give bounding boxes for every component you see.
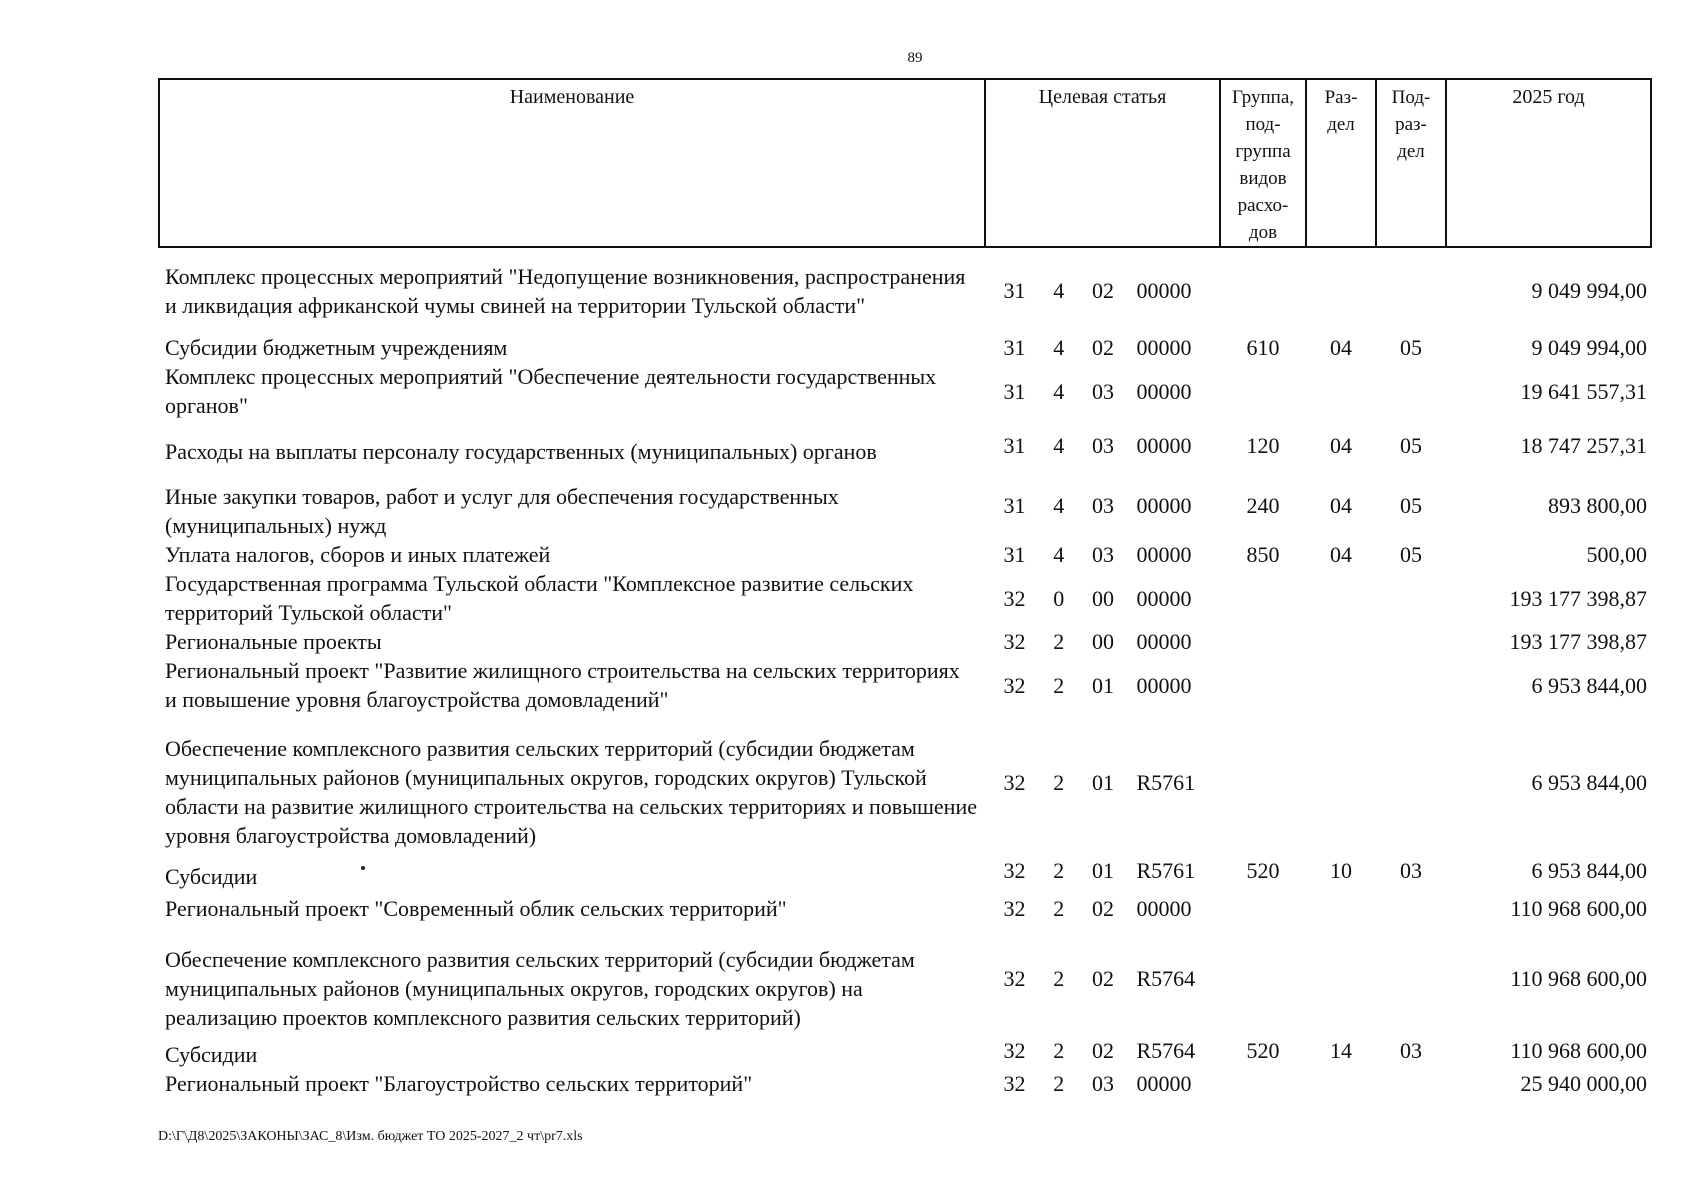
code-program: 31 [1003,335,1026,360]
row-subsection [1376,362,1446,420]
code-direction: R5764 [1136,1038,1196,1063]
row-subsection [1376,627,1446,656]
row-name: Региональные проекты [165,629,382,654]
row-subsection: 05 [1400,492,1422,518]
row-expense-group [1220,1069,1306,1098]
code-subprogram: 00 [1091,629,1114,654]
row-expense-group [1220,569,1306,627]
code-subprogram: 01 [1091,858,1114,883]
row-name: Субсидии бюджетным учреждениям [165,335,508,360]
row-name: Обеспечение комплексного развития сельских территорий (субсидии бюджетам муниципальных районов (муниципальных округов, городских округов) на реализацию проектов комплексного развития сельских территорий) [165,947,915,1030]
row-target-article [985,540,1220,569]
table-row [159,362,1651,420]
code-type: 4 [1053,335,1065,360]
table-row [159,420,1651,470]
code-direction: 00000 [1136,1071,1192,1096]
table-row [159,247,1651,333]
row-section: 04 [1330,542,1352,567]
code-program: 32 [1003,629,1026,654]
row-name: Государственная программа Тульской области "Комплексное развитие сельских территорий Тульской области" [165,571,914,625]
code-subprogram: 02 [1091,1038,1114,1063]
code-program: 32 [1003,895,1026,921]
table-row [159,470,1651,540]
code-subprogram: 01 [1091,672,1114,698]
row-expense-group [1220,247,1306,333]
budget-table [158,78,1652,1098]
row-target-article [985,925,1220,1032]
row-section [1306,362,1376,420]
code-type: 2 [1053,672,1065,698]
row-name: Расходы на выплаты персоналу государственных (муниципальных) органов [165,438,877,464]
row-target-article [985,470,1220,540]
row-amount: 9 049 994,00 [1531,335,1647,360]
row-section [1306,891,1376,925]
row-amount: 18 747 257,31 [1520,432,1647,458]
code-type: 2 [1053,858,1065,883]
row-section [1306,714,1376,850]
code-subprogram: 03 [1091,492,1114,518]
code-direction: 00000 [1136,278,1192,303]
row-subsection: 03 [1400,1038,1422,1063]
table-row [159,333,1651,362]
code-type: 4 [1053,278,1065,303]
code-subprogram: 00 [1091,585,1114,611]
header-subsection: Под- раз- дел [1376,79,1446,247]
row-expense-group [1220,627,1306,656]
row-amount: 500,00 [1586,542,1647,567]
row-target-article [985,420,1220,470]
row-subsection [1376,656,1446,714]
code-direction: 00000 [1136,335,1192,360]
row-amount: 9 049 994,00 [1531,278,1647,303]
code-type: 2 [1053,1038,1065,1063]
code-direction: 00000 [1136,542,1192,567]
code-program: 31 [1003,492,1026,518]
code-program: 32 [1003,1038,1026,1063]
row-target-article [985,1032,1220,1069]
row-expense-group: 520 [1246,1038,1280,1063]
code-type: 4 [1053,432,1065,458]
table-row [159,1069,1651,1098]
row-target-article [985,333,1220,362]
header-target-article: Целевая статья [985,79,1220,247]
code-direction: R5761 [1136,769,1196,795]
code-program: 32 [1003,769,1026,795]
stray-dot [361,866,365,870]
row-name: Региональный проект "Развитие жилищного строительства на сельских территориях и повышение уровня благоустройства домовладений" [165,658,960,712]
row-subsection [1376,247,1446,333]
code-subprogram: 03 [1091,542,1114,567]
row-target-article [985,569,1220,627]
row-name: Региональный проект "Современный облик сельских территорий" [165,895,787,921]
code-program: 32 [1003,966,1026,991]
row-subsection: 03 [1400,858,1422,883]
row-subsection [1376,1069,1446,1098]
code-type: 2 [1053,966,1065,991]
code-program: 32 [1003,672,1026,698]
page-number: 89 [907,50,923,66]
code-type: 2 [1053,629,1065,654]
code-subprogram: 02 [1091,895,1114,921]
code-program: 31 [1003,378,1026,404]
row-section: 14 [1330,1038,1352,1063]
code-type: 4 [1053,542,1065,567]
code-direction: 00000 [1136,629,1192,654]
code-program: 32 [1003,1071,1026,1096]
row-subsection [1376,569,1446,627]
row-expense-group [1220,925,1306,1032]
code-type: 0 [1053,585,1065,611]
code-direction: R5761 [1136,858,1196,883]
row-amount: 110 968 600,00 [1510,1038,1647,1063]
code-direction: 00000 [1136,585,1192,611]
row-subsection: 05 [1400,542,1422,567]
row-expense-group: 120 [1246,432,1280,458]
row-expense-group: 610 [1246,335,1280,360]
row-subsection: 05 [1400,432,1422,458]
row-target-article [985,1069,1220,1098]
row-amount: 193 177 398,87 [1509,585,1647,611]
row-section [1306,656,1376,714]
code-subprogram: 02 [1091,278,1114,303]
row-name: Обеспечение комплексного развития сельских территорий (субсидии бюджетам муниципальных районов (муниципальных округов, городских округов) Тульской области на развитие жилищного строительства на сельских территориях и повышение уровня благоустройства домовладений) [165,736,977,848]
table-header-row [159,79,1651,247]
code-type: 4 [1053,378,1065,404]
code-direction: 00000 [1136,378,1192,404]
code-type: 2 [1053,895,1065,921]
row-amount: 193 177 398,87 [1509,629,1647,654]
code-program: 31 [1003,278,1026,303]
header-year: 2025 год [1446,79,1651,247]
header-name: Наименование [159,79,985,247]
row-section [1306,925,1376,1032]
code-subprogram: 03 [1091,1071,1114,1096]
row-name: Региональный проект "Благоустройство сельских территорий" [165,1071,753,1096]
row-amount: 6 953 844,00 [1531,769,1647,795]
row-section [1306,247,1376,333]
row-target-article [985,850,1220,891]
row-section: 04 [1330,432,1352,458]
row-target-article [985,247,1220,333]
row-amount: 6 953 844,00 [1531,672,1647,698]
row-target-article [985,627,1220,656]
table-row [159,891,1651,925]
table-row [159,925,1651,1032]
table-row [159,569,1651,627]
code-direction: R5764 [1136,966,1196,991]
code-type: 2 [1053,1071,1065,1096]
row-section: 10 [1330,858,1352,883]
table-row [159,1032,1651,1069]
code-subprogram: 01 [1091,769,1114,795]
code-subprogram: 03 [1091,378,1114,404]
code-program: 31 [1003,432,1026,458]
row-subsection: 05 [1400,335,1422,360]
row-amount: 110 968 600,00 [1510,966,1647,991]
table-row [159,850,1651,891]
code-subprogram: 02 [1091,335,1114,360]
row-target-article [985,362,1220,420]
code-direction: 00000 [1136,492,1192,518]
header-expense-group: Группа, под- группа видов расхо- дов [1220,79,1306,247]
row-name: Уплата налогов, сборов и иных платежей [165,542,551,567]
row-section [1306,627,1376,656]
row-amount: 25 940 000,00 [1520,1071,1647,1096]
row-subsection [1376,925,1446,1032]
table-row [159,540,1651,569]
code-direction: 00000 [1136,672,1192,698]
row-target-article [985,891,1220,925]
code-program: 32 [1003,585,1026,611]
row-name: Иные закупки товаров, работ и услуг для обеспечения государственных (муниципальных) нужд [165,484,839,538]
code-direction: 00000 [1136,432,1192,458]
row-section: 04 [1330,492,1352,518]
row-section: 04 [1330,335,1352,360]
table-row [159,627,1651,656]
row-name: Субсидии [165,1042,258,1067]
row-amount: 893 800,00 [1548,492,1647,518]
footer-file-path: D:\Г\Д8\2025\ЗАКОНЫ\ЗАС_8\Изм. бюджет ТО 2025-2027_2 чт\pr7.xls [158,1129,583,1144]
row-subsection [1376,714,1446,850]
row-expense-group [1220,656,1306,714]
row-expense-group: 520 [1246,858,1280,883]
code-direction: 00000 [1136,895,1192,921]
row-amount: 6 953 844,00 [1531,858,1647,883]
row-name: Комплекс процессных мероприятий "Обеспечение деятельности государственных органов" [165,364,937,418]
row-section [1306,569,1376,627]
row-subsection [1376,891,1446,925]
row-expense-group [1220,362,1306,420]
header-section: Раз- дел [1306,79,1376,247]
row-expense-group: 850 [1246,542,1280,567]
code-program: 32 [1003,858,1026,883]
table-row [159,656,1651,714]
row-expense-group [1220,714,1306,850]
code-program: 31 [1003,542,1026,567]
row-target-article [985,656,1220,714]
row-expense-group: 240 [1246,492,1280,518]
row-amount: 19 641 557,31 [1520,378,1647,404]
row-expense-group [1220,891,1306,925]
code-subprogram: 02 [1091,966,1114,991]
code-type: 4 [1053,492,1065,518]
row-name: Субсидии [165,864,258,889]
table-row [159,714,1651,850]
row-target-article [985,714,1220,850]
code-type: 2 [1053,769,1065,795]
row-amount: 110 968 600,00 [1510,895,1647,921]
row-section [1306,1069,1376,1098]
row-name: Комплекс процессных мероприятий "Недопущение возникновения, распространения и ликвидация африканской чумы свиней на территории Тульской области" [165,263,966,318]
code-subprogram: 03 [1091,432,1114,458]
